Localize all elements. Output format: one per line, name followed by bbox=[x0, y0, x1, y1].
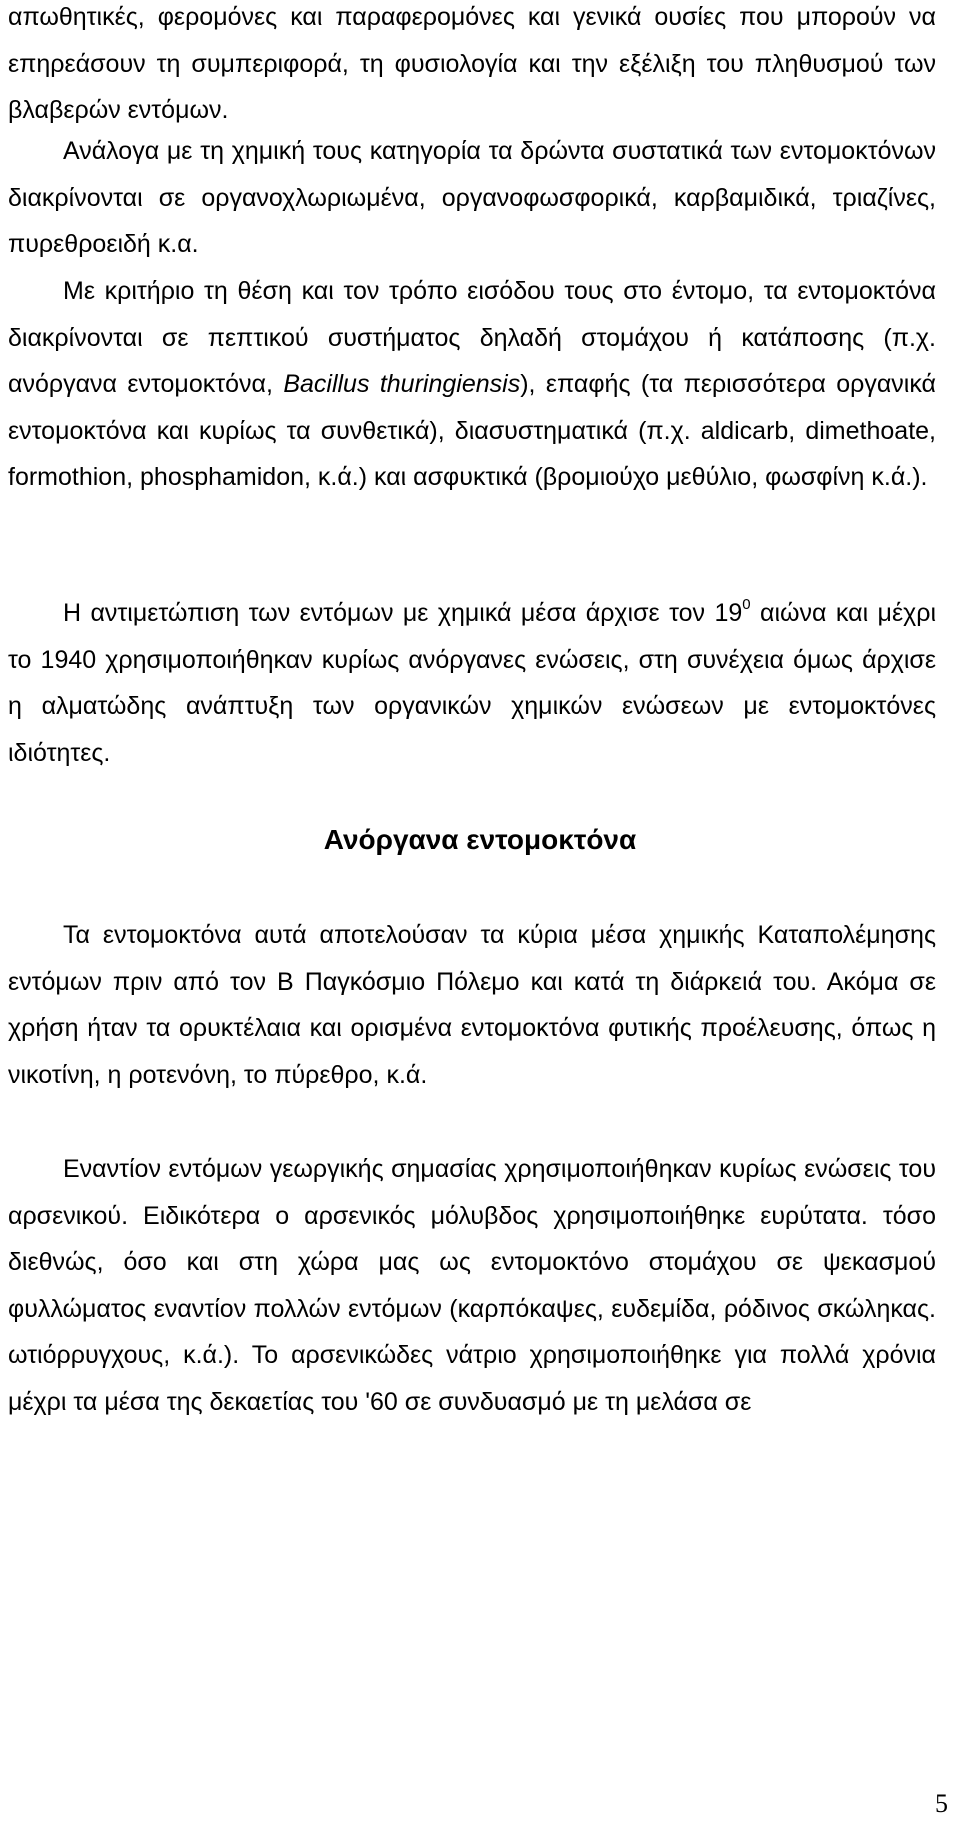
paragraph-2: Ανάλογα με τη χημική τους κατηγορία τα δρώντα συστατικά των εντομοκτόνων διακρίνονται σε οργανοχλωριωμένα, οργανοφωσφορικά, καρβαμιδικά, τριαζίνες, πυρεθροειδή κ.α. bbox=[8, 137, 936, 259]
paragraph-6: Εναντίον εντόμων γεωργικής σημασίας χρησιμοποιήθηκαν κυρίως ενώσεις του αρσενικού. Ειδικότερα ο αρσενικός μόλυβδος χρησιμοποιήθηκε ευρύτατα. τόσο διεθνώς, όσο και στη χώρα μας ως εντομοκτόνο στομάχου σε ψεκασμού φυλλώματος εναντίον πολλών εντόμων (καρπόκαψες, ευδεμίδα, ρόδινος σκώληκας. ωτιόρρυγχους, κ.ά.). Το αρσενικώδες νάτριο χρησιμοποιήθηκε για πολλά χρόνια μέχρι τα μέσα της δεκαετίας του '60 σε συνδυασμό με τη μελάσα σε bbox=[8, 1155, 936, 1416]
paragraph-3 bbox=[8, 268, 936, 501]
paragraph-3-species: Bacillus thuringiensis bbox=[283, 370, 521, 399]
paragraph-1: απωθητικές, φερομόνες και παραφερομόνες και γενικά ουσίες που μπορούν να επηρεάσουν τη συμπεριφορά, τη φυσιολογία και την εξέλιξη του πληθυσμού των βλαβερών εντόμων. bbox=[8, 3, 936, 125]
paragraph-3-text-a: Με κριτήριο τη θέση και τον τρόπο εισόδου τους στο έντομο, τα εντομοκτόνα διακρίνονται σε πεπτικού συστήματος δηλαδή στομάχου ή κατάποσης (π.χ. ανόργανα εντομοκτόνα, bbox=[8, 277, 936, 399]
paragraph-4 bbox=[8, 590, 936, 776]
paragraph-4-superscript: 0 bbox=[742, 596, 751, 613]
paragraph-4-text-a: Η αντιμετώπιση των εντόμων με χημικά μέσα άρχισε τον 19 bbox=[63, 599, 743, 627]
paragraph-3-text-b: ), επαφής (τα περισσότερα οργανικά εντομοκτόνα και κυρίως τα συνθετικά), διασυστηματικά (π.χ. aldicarb, dimethoate, formothion, phosphamidon, κ.ά.) και ασφυκτικά (βρομιούχο μεθύλιο, φωσφίνη κ.ά.). bbox=[8, 370, 936, 492]
page-number: 5 bbox=[935, 1789, 948, 1818]
paragraph-5: Τα εντομοκτόνα αυτά αποτελούσαν τα κύρια μέσα χημικής Καταπολέμησης εντόμων πριν από τον Β Παγκόσμιο Πόλεμο και κατά τη διάρκειά του. Ακόμα σε χρήση ήταν τα ορυκτέλαια και ορισμένα εντομοκτόνα φυτικής προέλευσης, όπως η νικοτίνη, η ροτενόνη, το πύρεθρο, κ.ά. bbox=[8, 921, 936, 1089]
section-heading: Ανόργανα εντομοκτόνα bbox=[323, 824, 637, 855]
paragraph-4-text-b: αιώνα και μέχρι το 1940 χρησιμοποιήθηκαν κυρίως ανόργανες ενώσεις, στη συνέχεια όμως άρχισε η αλματώδης ανάπτυξη των οργανικών χημικών ενώσεων με εντομοκτόνες ιδιότητες. bbox=[8, 599, 937, 767]
